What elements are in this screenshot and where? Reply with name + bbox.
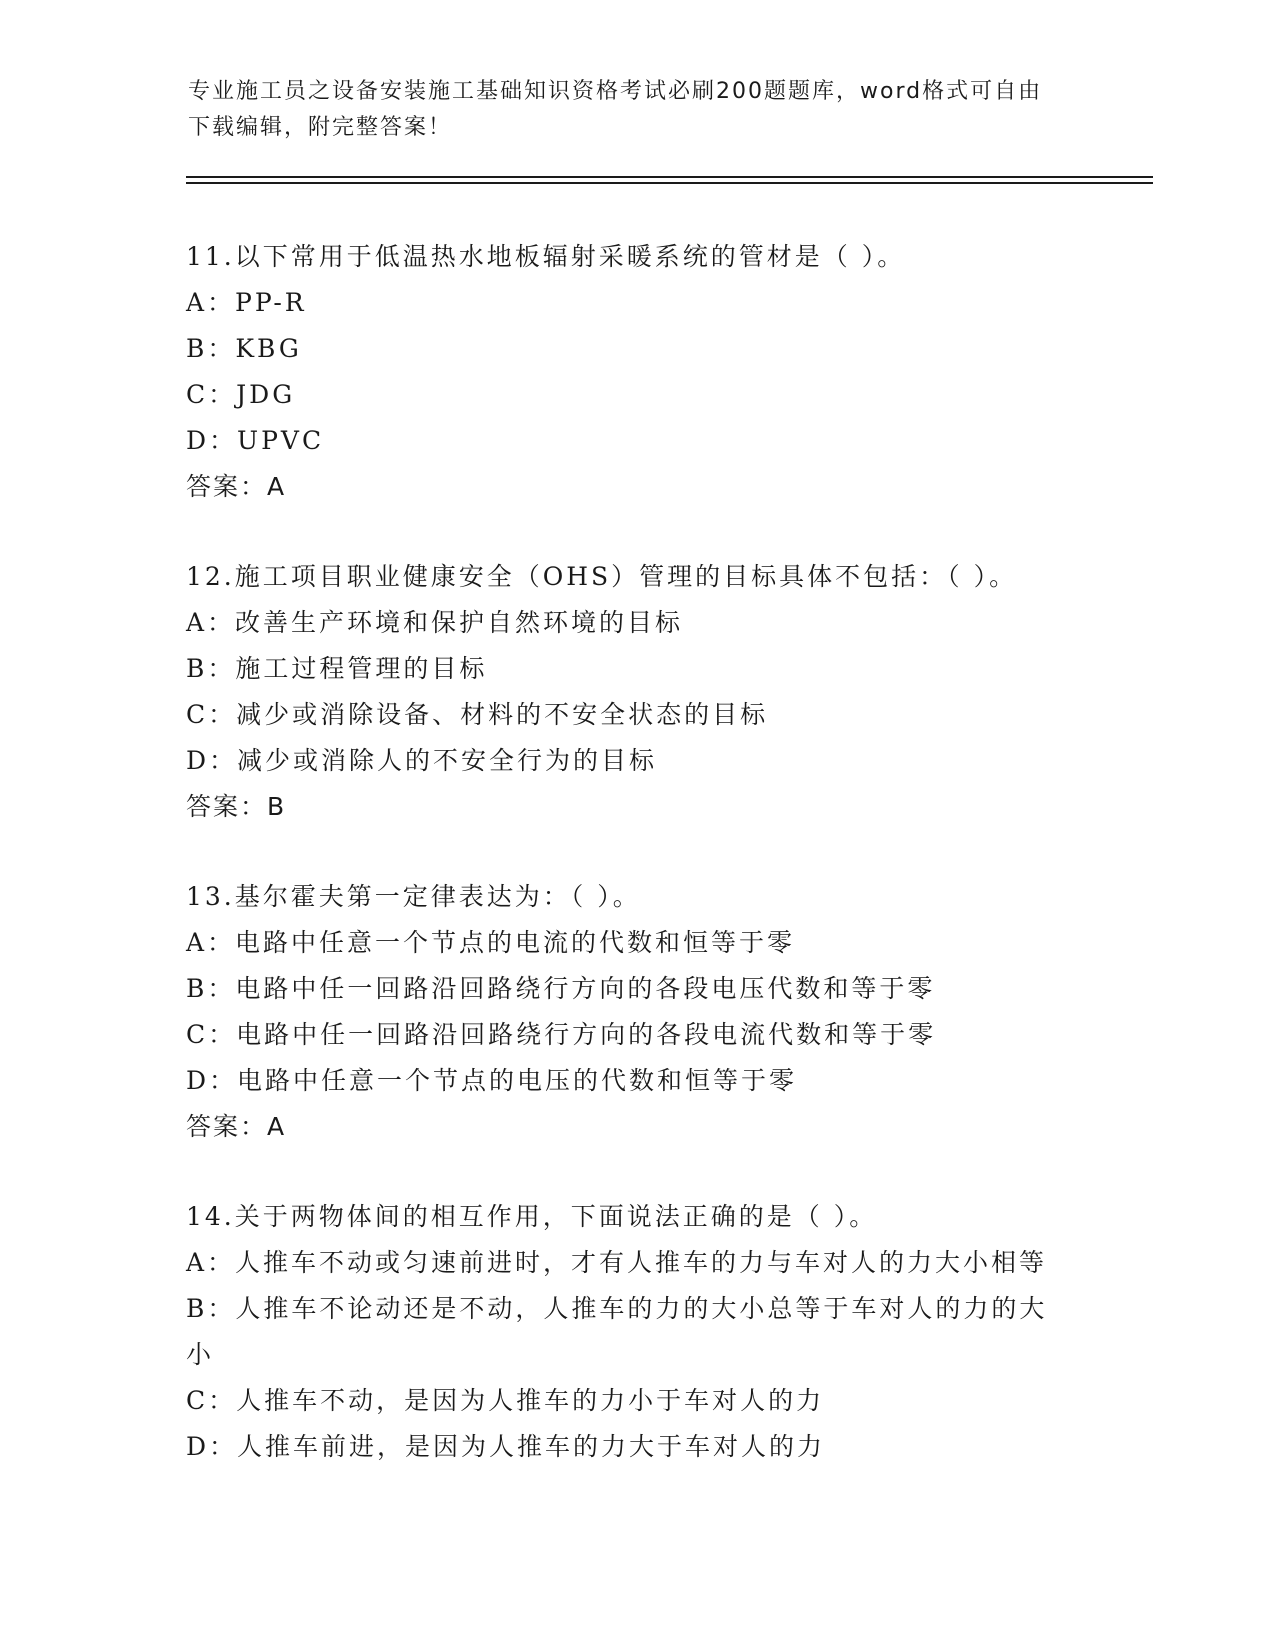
option-c: C：电路中任一回路沿回路绕行方向的各段电流代数和等于零 (186, 1020, 937, 1049)
option-d: D：电路中任意一个节点的电压的代数和恒等于零 (186, 1066, 798, 1095)
answer: 答案：A (186, 1112, 287, 1141)
option-b: B：电路中任一回路沿回路绕行方向的各段电压代数和等于零 (186, 974, 936, 1003)
question-stem: 12.施工项目职业健康安全（OHS）管理的目标具体不包括：（ ）。 (186, 562, 1018, 591)
document-header (188, 74, 1088, 146)
option-d: D：UPVC (186, 426, 325, 455)
header-line-1: 专业施工员之设备安装施工基础知识资格考试必刷200题题库，word格式可自由 (188, 79, 1043, 104)
option-a: A：PP-R (186, 288, 307, 317)
option-b: B：KBG (186, 334, 302, 363)
question-13 (186, 874, 1086, 1150)
question-stem: 13.基尔霍夫第一定律表达为：（ ）。 (186, 882, 641, 911)
option-d: D：人推车前进，是因为人推车的力大于车对人的力 (186, 1432, 826, 1461)
option-a: A：改善生产环境和保护自然环境的目标 (186, 608, 684, 637)
header-divider-top (186, 176, 1153, 178)
option-c: C：JDG (186, 380, 296, 409)
option-a: A：电路中任意一个节点的电流的代数和恒等于零 (186, 928, 796, 957)
question-12 (186, 554, 1086, 830)
question-stem: 14.关于两物体间的相互作用，下面说法正确的是（ ）。 (186, 1202, 878, 1231)
question-14 (186, 1194, 1086, 1470)
option-b: B：人推车不论动还是不动，人推车的力的大小总等于车对人的力的大小 (186, 1294, 1048, 1369)
option-d: D：减少或消除人的不安全行为的目标 (186, 746, 658, 775)
header-divider-bottom (186, 182, 1153, 184)
answer: 答案：A (186, 472, 287, 501)
header-line-2: 下载编辑，附完整答案！ (188, 115, 453, 140)
option-a: A：人推车不动或匀速前进时，才有人推车的力与车对人的力大小相等 (186, 1248, 1048, 1277)
option-c: C：人推车不动，是因为人推车的力小于车对人的力 (186, 1386, 825, 1415)
question-stem: 11.以下常用于低温热水地板辐射采暖系统的管材是（ ）。 (186, 242, 906, 271)
question-11 (186, 234, 1086, 510)
option-c: C：减少或消除设备、材料的不安全状态的目标 (186, 700, 769, 729)
answer: 答案：B (186, 792, 287, 821)
option-b: B：施工过程管理的目标 (186, 654, 488, 683)
